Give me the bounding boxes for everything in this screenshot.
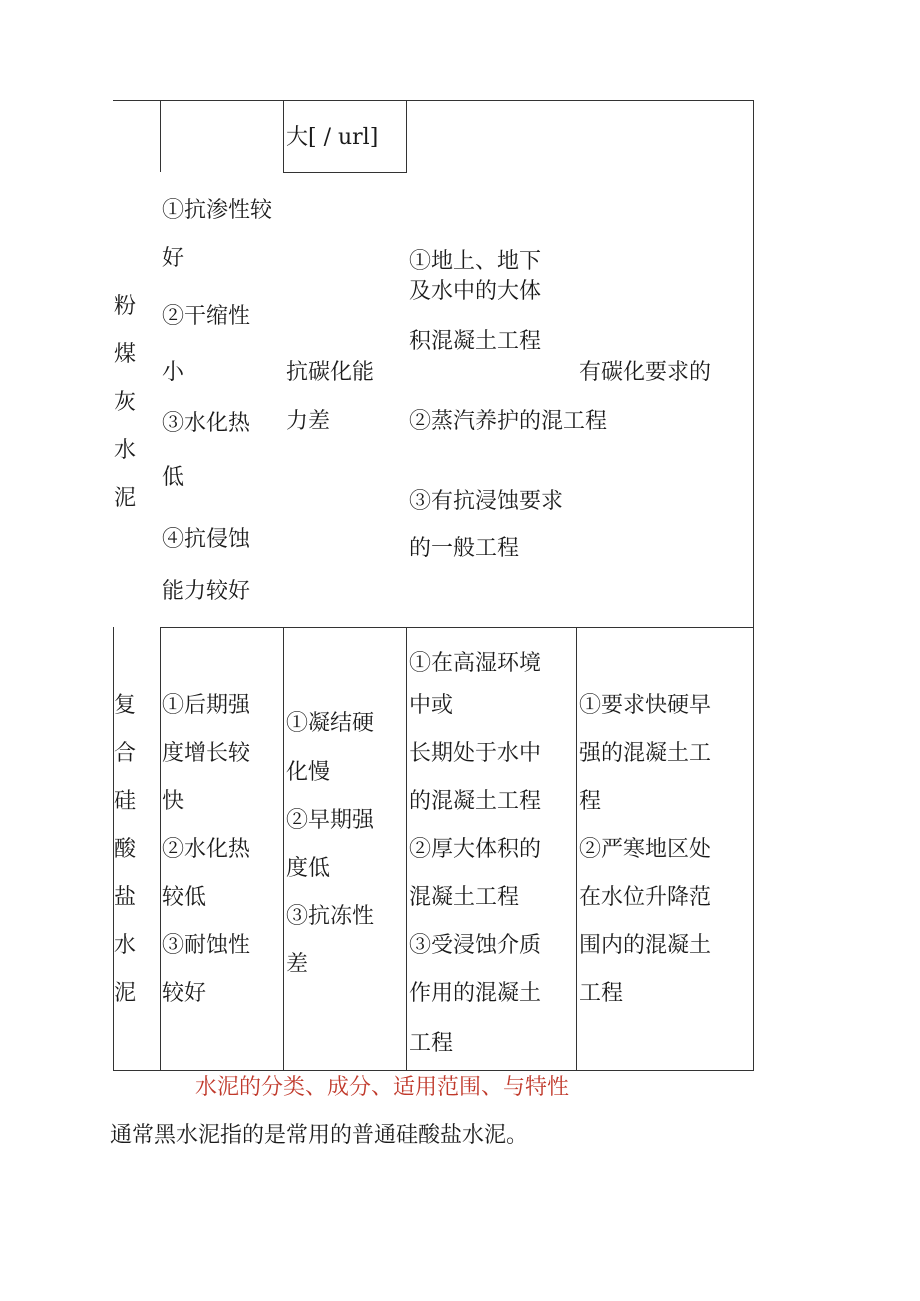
upper-name-char: 灰	[114, 390, 137, 415]
lower-notapp-line: 强的混凝土工	[579, 741, 712, 766]
lower-notapp-line: 在水位升降范	[579, 885, 712, 910]
lower-col-divider-4	[576, 627, 577, 1071]
fragment-col-divider-1	[160, 100, 161, 172]
lower-weak-line: ③抗冻性	[286, 904, 375, 929]
fragment-cell-left	[283, 100, 284, 172]
lower-weak-line: ②早期强	[286, 808, 375, 833]
table-bottom-border	[113, 1070, 754, 1071]
upper-char-line: ①抗渗性较	[162, 198, 273, 223]
lower-char-line: ②水化热	[162, 837, 251, 862]
lower-name-char: 泥	[114, 981, 137, 1006]
table-top-border	[113, 100, 754, 101]
upper-weak-line: 力差	[286, 409, 331, 434]
lower-col-divider-1	[160, 627, 161, 1071]
upper-name-char: 水	[114, 438, 137, 463]
lower-name-char: 盐	[114, 885, 137, 910]
lower-notapp-line: ②严寒地区处	[579, 837, 712, 862]
table-right-border	[753, 100, 754, 1071]
fragment-cell-text: 大[ / url]	[286, 125, 379, 150]
fragment-cell-right	[406, 100, 407, 172]
upper-char-line: ③水化热	[162, 411, 251, 436]
table-caption: 水泥的分类、成分、适用范围、与特性	[195, 1075, 570, 1100]
lower-app-line: ①在高湿环境	[409, 651, 542, 676]
lower-app-line: 混凝土工程	[409, 885, 520, 910]
upper-notapp-line: 有碳化要求的	[579, 360, 712, 385]
upper-app-line: 的一般工程	[409, 536, 520, 561]
lower-char-line: 快	[162, 789, 185, 814]
lower-name-char: 水	[114, 933, 137, 958]
lower-name-char: 酸	[114, 837, 137, 862]
lower-notapp-line: 围内的混凝土	[579, 933, 712, 958]
upper-char-line: 好	[162, 246, 185, 271]
lower-notapp-line: 工程	[579, 981, 624, 1006]
upper-char-line: 小	[162, 360, 185, 385]
lower-weak-line: ①凝结硬	[286, 711, 375, 736]
lower-col-divider-2	[283, 627, 284, 1071]
lower-name-char: 硅	[114, 789, 137, 814]
upper-name-char: 泥	[114, 486, 137, 511]
lower-char-line: ③耐蚀性	[162, 933, 251, 958]
upper-name-char: 煤	[114, 342, 137, 367]
section-divider	[160, 627, 754, 628]
lower-app-line: 中或	[409, 693, 454, 718]
lower-char-line: 较低	[162, 885, 207, 910]
lower-app-line: 长期处于水中	[409, 741, 542, 766]
upper-char-line: 低	[162, 465, 185, 490]
lower-weak-line: 度低	[286, 856, 331, 881]
upper-app-line: 及水中的大体	[409, 279, 542, 304]
upper-app-line: ②蒸汽养护的混工程	[409, 409, 608, 434]
upper-app-line: 积混凝土工程	[409, 329, 542, 354]
lower-app-line: 工程	[409, 1031, 454, 1056]
lower-notapp-line: 程	[579, 789, 602, 814]
lower-app-line: 作用的混凝土	[409, 981, 542, 1006]
lower-name-char: 复	[114, 693, 137, 718]
lower-weak-line: 化慢	[286, 760, 331, 785]
lower-notapp-line: ①要求快硬早	[579, 693, 712, 718]
upper-char-line: ②干缩性	[162, 304, 251, 329]
lower-app-line: ②厚大体积的	[409, 837, 542, 862]
upper-name-char: 粉	[114, 294, 137, 319]
lower-app-line: ③受浸蚀介质	[409, 933, 542, 958]
lower-app-line: 的混凝土工程	[409, 789, 542, 814]
lower-char-line: 较好	[162, 981, 207, 1006]
upper-app-line: ③有抗浸蚀要求	[409, 489, 564, 514]
upper-weak-line: 抗碳化能	[286, 360, 375, 385]
fragment-cell-bottom	[283, 172, 407, 173]
body-paragraph: 通常黑水泥指的是常用的普通硅酸盐水泥。	[110, 1123, 529, 1148]
lower-col-divider-3	[406, 627, 407, 1071]
lower-char-line: ①后期强	[162, 693, 251, 718]
upper-char-line: ④抗侵蚀	[162, 527, 251, 552]
lower-name-char: 合	[114, 741, 137, 766]
lower-char-line: 度增长较	[162, 741, 251, 766]
upper-char-line: 能力较好	[162, 579, 251, 604]
upper-app-line: ①地上、地下	[409, 249, 542, 274]
lower-weak-line: 差	[286, 952, 309, 977]
